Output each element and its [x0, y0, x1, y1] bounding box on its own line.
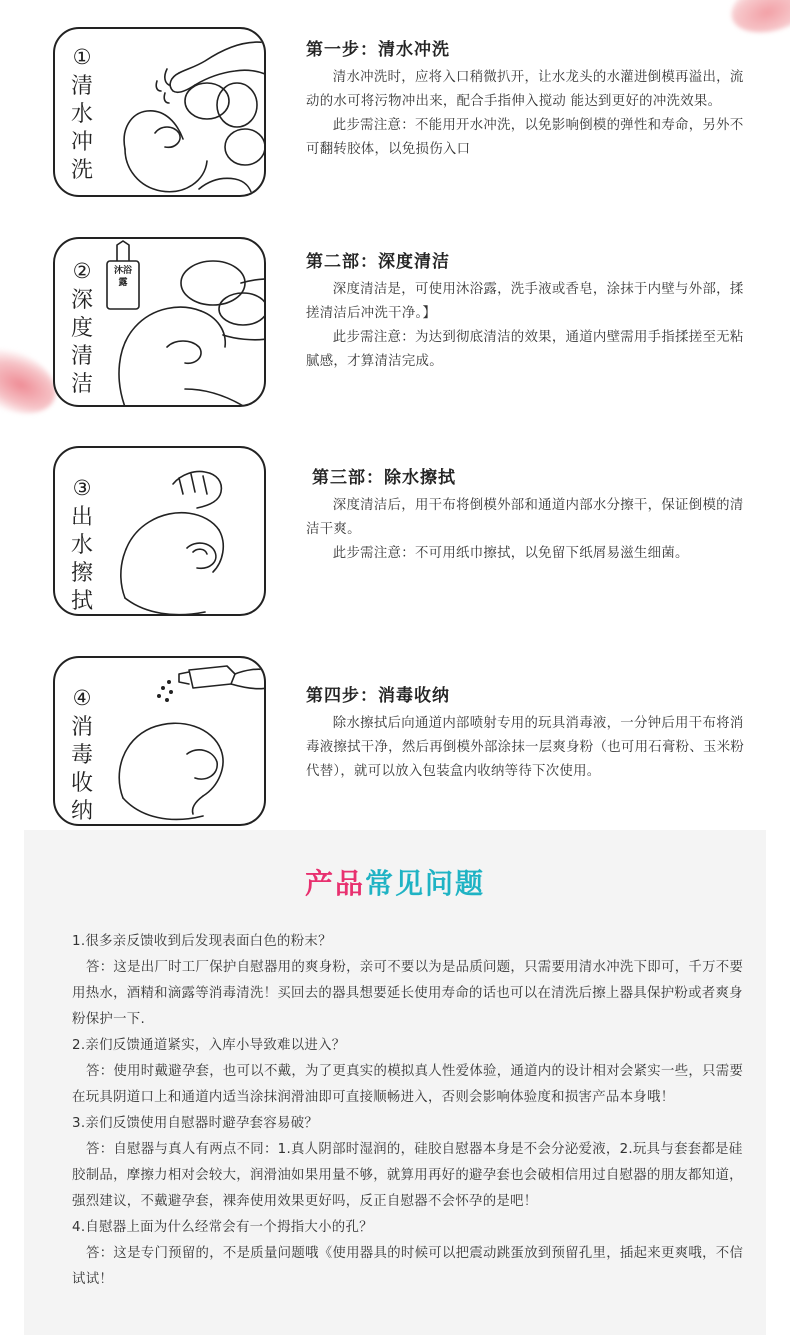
faq-question: 1.很多亲反馈收到后发现表面白色的粉末？	[72, 934, 332, 949]
step-1-paragraph: 此步需注意：不能用开水冲洗，以免影响倒模的弹性和寿命，另外不可翻转胶体，以免损伤入口	[306, 118, 744, 157]
step-1-label-char: 清	[70, 74, 93, 99]
faq-title-part-2: 常见问题	[365, 867, 486, 900]
step-2-number: ②	[72, 259, 92, 283]
step-2-vertical-label	[67, 257, 97, 399]
faq-list	[72, 929, 750, 1293]
step-3-illustration-frame	[53, 446, 266, 616]
step-1-title: 第一步：清水冲洗	[306, 40, 450, 60]
step-2-label-char: 洁	[70, 372, 93, 397]
step-4-text	[306, 681, 746, 784]
step-2-label-char: 度	[70, 316, 93, 341]
step-1-label-char: 水	[70, 102, 93, 127]
step-4-illustration-frame	[53, 656, 266, 826]
step-3-label-char: 出	[70, 505, 93, 530]
shower-gel-bottle-label: 沐浴露	[113, 266, 132, 288]
step-1-label-char: 冲	[70, 130, 93, 155]
step-4-label-char: 毒	[70, 743, 93, 768]
faq-item	[72, 1111, 750, 1215]
step-1-text	[306, 35, 746, 162]
step-3-vertical-label	[67, 474, 97, 616]
faq-answer	[72, 1241, 750, 1293]
step-4-paragraph: 除水擦拭后向通道内部喷射专用的玩具消毒液，一分钟后用干布将消毒液擦拭干净，然后再倒模外部涂抹一层爽身粉（也可用石膏粉、玉米粉代替），就可以放入包装盒内收纳等待下次使用。	[306, 716, 745, 779]
disinfect-spray-illustration	[95, 658, 266, 826]
faq-answer-text: 答：这是专门预留的，不是质量问题哦《使用器具的时候可以把震动跳蛋放到预留孔里，插起来更爽哦，不信试试！	[72, 1246, 744, 1287]
rinse-under-tap-illustration	[95, 29, 266, 197]
step-2-label-char: 清	[70, 344, 93, 369]
step-1-label-char: 洗	[70, 158, 93, 183]
step-2-illustration-frame	[53, 237, 266, 407]
step-4-vertical-label	[67, 684, 97, 826]
step-3-label-char: 水	[70, 533, 93, 558]
step-4-label-char: 纳	[70, 799, 93, 824]
step-3-label-char: 擦	[70, 561, 93, 586]
step-2-paragraph: 深度清洁是，可使用沐浴露，洗手液或香皂，涂抹于内壁与外部，揉搓清洁后冲洗干净。】	[306, 282, 744, 321]
step-1-illustration-frame	[53, 27, 266, 197]
step-3-label-char: 拭	[70, 589, 93, 614]
step-2-paragraph: 此步需注意：为达到彻底清洁的效果，通道内壁需用手指揉搓至无粘腻感，才算清洁完成。	[306, 330, 744, 369]
faq-answer-text: 答：使用时戴避孕套，也可以不戴，为了更真实的模拟真人性爱体验，通道内的设计相对会紧实一些，只需要在玩具阴道口上和通道内适当涂抹润滑油即可直接顺畅进入，否则会影响体验度和损害产品本身哦！	[72, 1064, 744, 1105]
step-1-number: ①	[72, 45, 92, 69]
step-1-vertical-label	[67, 43, 97, 185]
step-4-title: 第四步：消毒收纳	[306, 686, 450, 706]
faq-question: 3.亲们反馈使用自慰器时避孕套容易破？	[72, 1116, 319, 1131]
step-4-label-char: 消	[70, 715, 93, 740]
faq-title-part-1: 产品	[304, 867, 365, 900]
step-2-title: 第二部：深度清洁	[306, 252, 450, 272]
faq-item	[72, 1033, 750, 1111]
faq-answer	[72, 1059, 750, 1111]
wipe-dry-illustration	[95, 448, 266, 616]
step-3-paragraph: 此步需注意：不可用纸巾擦拭，以免留下纸屑易滋生细菌。	[332, 546, 689, 561]
step-4-number: ④	[72, 686, 92, 710]
step-2-label-char: 深	[70, 288, 93, 313]
faq-item	[72, 1215, 750, 1293]
step-3-paragraph: 深度清洁后，用干布将倒模外部和通道内部水分擦干，保证倒模的清洁干爽。	[306, 498, 744, 537]
step-3-title: 第三部：除水擦拭	[312, 468, 456, 488]
faq-answer	[72, 955, 750, 1033]
step-3-number: ③	[72, 476, 92, 500]
faq-title	[0, 862, 790, 902]
deep-clean-illustration	[95, 239, 266, 407]
step-2-text	[306, 247, 746, 374]
step-4-label-char: 收	[70, 771, 93, 796]
faq-item	[72, 929, 750, 1033]
faq-answer-text: 答：自慰器与真人有两点不同：1.真人阴部时湿润的，硅胶自慰器本身是不会分泌爱液，2.玩具与套套都是硅胶制品，摩擦力相对会较大，润滑油如果用量不够，就算用再好的避孕套也会破相信用过自慰器的朋友都知道，强烈建议，不戴避孕套，裸奔使用效果更好吗，反正自慰器不会怀孕的是吧！	[72, 1142, 743, 1209]
step-1-paragraph: 清水冲洗时，应将入口稍微扒开，让水龙头的水灌进倒模再溢出，流动的水可将污物冲出来，配合手指伸入搅动 能达到更好的冲洗效果。	[306, 70, 744, 109]
faq-question: 4.自慰器上面为什么经常会有一个拇指大小的孔？	[72, 1220, 373, 1235]
faq-answer	[72, 1137, 750, 1215]
step-3-text	[306, 463, 746, 566]
faq-question: 2.亲们反馈通道紧实，入库小导致难以进入？	[72, 1038, 346, 1053]
faq-answer-text: 答：这是出厂时工厂保护自慰器用的爽身粉，亲可不要以为是品质问题，只需要用清水冲洗下即可，千万不要用热水，酒精和滴露等消毒清洗！买回去的器具想要延长使用寿命的话也可以在清洗后擦上器具保护粉或者爽身粉保护一下.	[72, 960, 744, 1027]
